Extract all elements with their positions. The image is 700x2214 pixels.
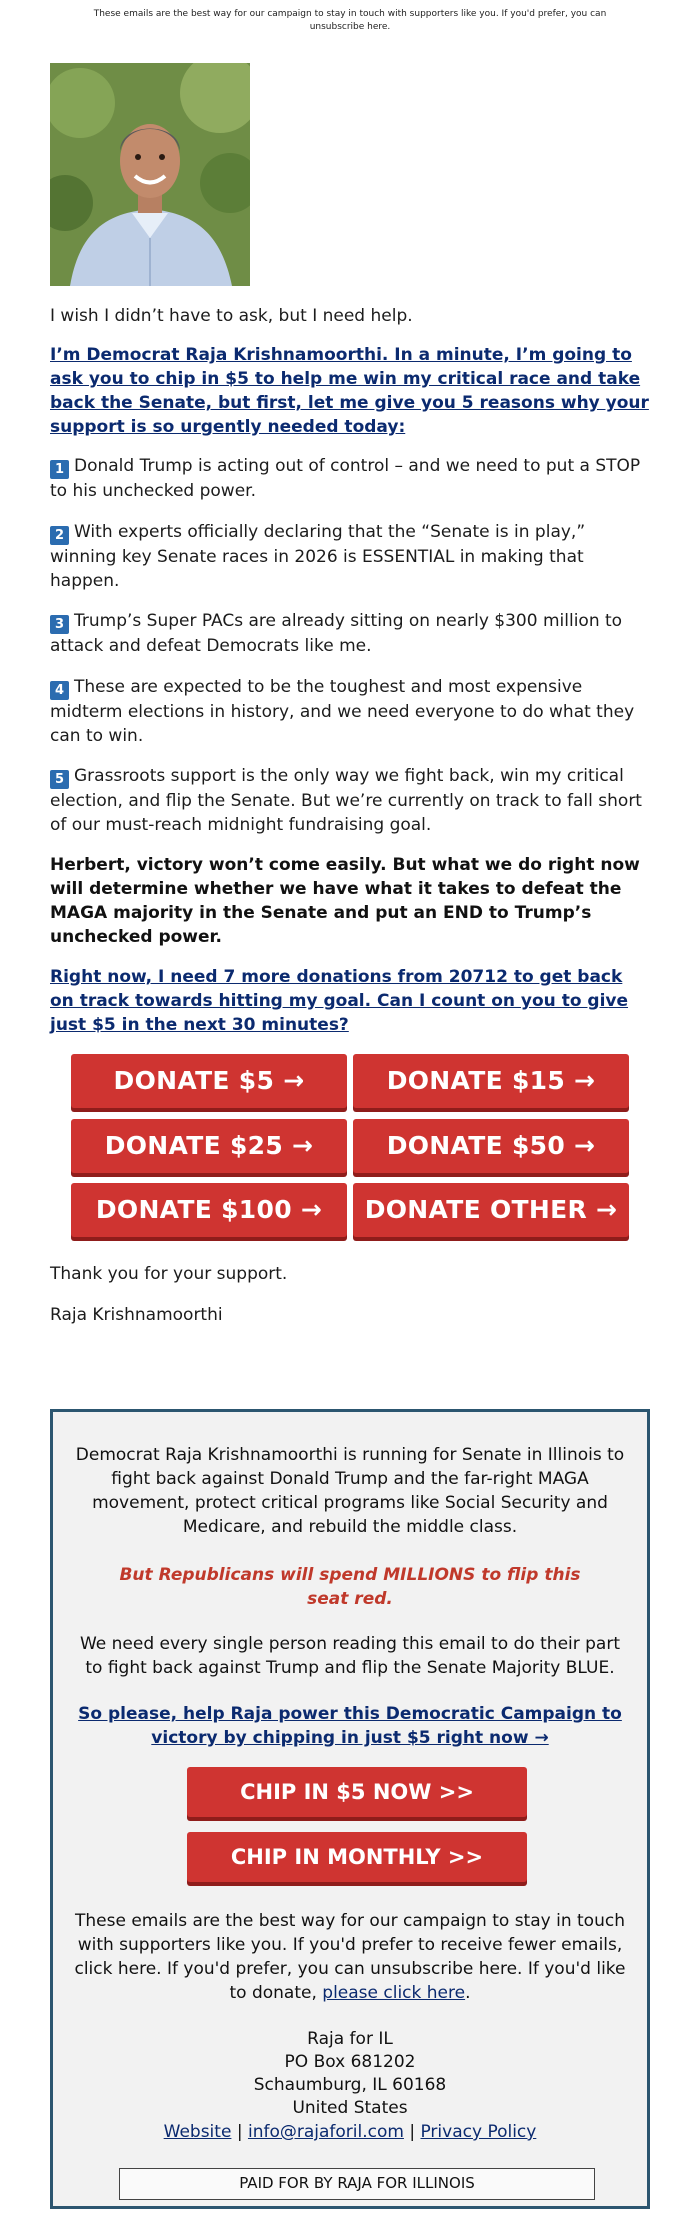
footer-links (53, 2120, 647, 2144)
chip-in-now-button[interactable]: CHIP IN $5 NOW >> (187, 1767, 527, 1817)
ask-donate-link[interactable]: Right now, I need 7 more donations from 20712 to get back on track towards hitting my goal. Can I count on you to give just $5 in the next 30 minutes? (50, 967, 629, 1035)
privacy-policy-link[interactable]: Privacy Policy (420, 2122, 537, 2142)
reason-text: Trump’s Super PACs are already sitting on nearly $300 million to attack and defeat Democrats like me. (50, 611, 623, 656)
footer-address (53, 2028, 647, 2120)
footer-emails-paragraph (53, 1909, 647, 2005)
chip-in-monthly-button[interactable]: CHIP IN MONTHLY >> (187, 1832, 527, 1882)
reason-text: Donald Trump is acting out of control – and we need to put a STOP to his unchecked power. (50, 456, 641, 501)
address-org: Raja for IL (307, 2029, 393, 2049)
donate-5-button[interactable]: DONATE $5 → (71, 1054, 347, 1108)
address-po-box: PO Box 681202 (284, 2052, 416, 2072)
urgency-paragraph: Herbert, victory won’t come easily. But what we do right now will determine whether we have what it takes to defeat the MAGA majority in the Senate and put an END to Trump’s unchecked power. (50, 855, 640, 947)
footer-donate-link[interactable]: please click here (322, 1983, 466, 2003)
donate-100-button[interactable]: DONATE $100 → (71, 1183, 347, 1237)
reason-5 (50, 764, 650, 837)
footer-emails-text: These emails are the best way for our campaign to stay in touch with supporters like you. If you'd prefer to receive fewer emails, click here. If you'd prefer, you can unsubscribe here. If you'd like to donate, (74, 1911, 626, 2003)
address-country: United States (292, 2098, 408, 2118)
reason-1 (50, 454, 650, 503)
donate-50-button[interactable]: DONATE $50 → (353, 1119, 629, 1173)
address-city: Schaumburg, IL 60168 (253, 2075, 447, 2095)
email-link[interactable]: info@rajaforil.com (247, 2122, 404, 2142)
number-four-icon: 4 (50, 681, 69, 700)
intro-text: I wish I didn’t have to ask, but I need help. (50, 306, 413, 326)
link-separator: | (231, 2122, 248, 2142)
number-one-icon: 1 (50, 460, 69, 479)
footer-about: Democrat Raja Krishnamoorthi is running for Senate in Illinois to fight back against Donald Trump and the far-right MAGA movement, protect critical programs like Social Security and Medicare, and rebuild the middle class. (75, 1445, 625, 1537)
footer-warning: But Republicans will spend MILLIONS to flip this seat red. (119, 1565, 581, 1609)
preheader-text: These emails are the best way for our campaign to stay in touch with supporters like you. If you'd prefer, you can unsubscribe here. (93, 9, 607, 32)
lead-donate-link[interactable]: I’m Democrat Raja Krishnamoorthi. In a minute, I’m going to ask you to chip in $5 to help me win my critical race and take back the Senate, but first, let me give you 5 reasons why your support is so urgently needed today: (50, 345, 649, 437)
reason-2 (50, 520, 650, 593)
footer-period: . (465, 1983, 471, 2003)
footer-need: We need every single person reading this email to do their part to fight back against Trump and flip the Senate Majority BLUE. (79, 1634, 621, 1678)
donate-25-button[interactable]: DONATE $25 → (71, 1119, 347, 1173)
reason-text: Grassroots support is the only way we fight back, win my critical election, and flip the Senate. But we’re currently on track to fall short of our must-reach midnight fundraising goal. (50, 766, 642, 835)
candidate-photo (50, 63, 250, 286)
reason-text: With experts officially declaring that the “Senate is in play,” winning key Senate races in 2026 is ESSENTIAL in making that happen. (50, 522, 586, 591)
number-five-icon: 5 (50, 770, 69, 789)
number-two-icon: 2 (50, 526, 69, 545)
candidate-portrait-image (50, 63, 250, 286)
link-separator: | (403, 2122, 421, 2142)
reason-4 (50, 675, 650, 748)
reason-3 (50, 609, 650, 658)
signature-text: Raja Krishnamoorthi (50, 1305, 223, 1325)
donate-15-button[interactable]: DONATE $15 → (353, 1054, 629, 1108)
website-link[interactable]: Website (163, 2122, 232, 2142)
number-three-icon: 3 (50, 615, 69, 634)
donate-other-button[interactable]: DONATE OTHER → (353, 1183, 629, 1237)
footer-box (50, 1409, 650, 2209)
reason-text: These are expected to be the toughest and most expensive midterm elections in history, and we need everyone to do what they can to win. (50, 677, 635, 746)
thanks-text: Thank you for your support. (50, 1264, 288, 1284)
paid-for-disclaimer: PAID FOR BY RAJA FOR ILLINOIS (119, 2168, 595, 2200)
footer-cta-link[interactable]: So please, help Raja power this Democratic Campaign to victory by chipping in just $5 right now → (78, 1704, 622, 1748)
